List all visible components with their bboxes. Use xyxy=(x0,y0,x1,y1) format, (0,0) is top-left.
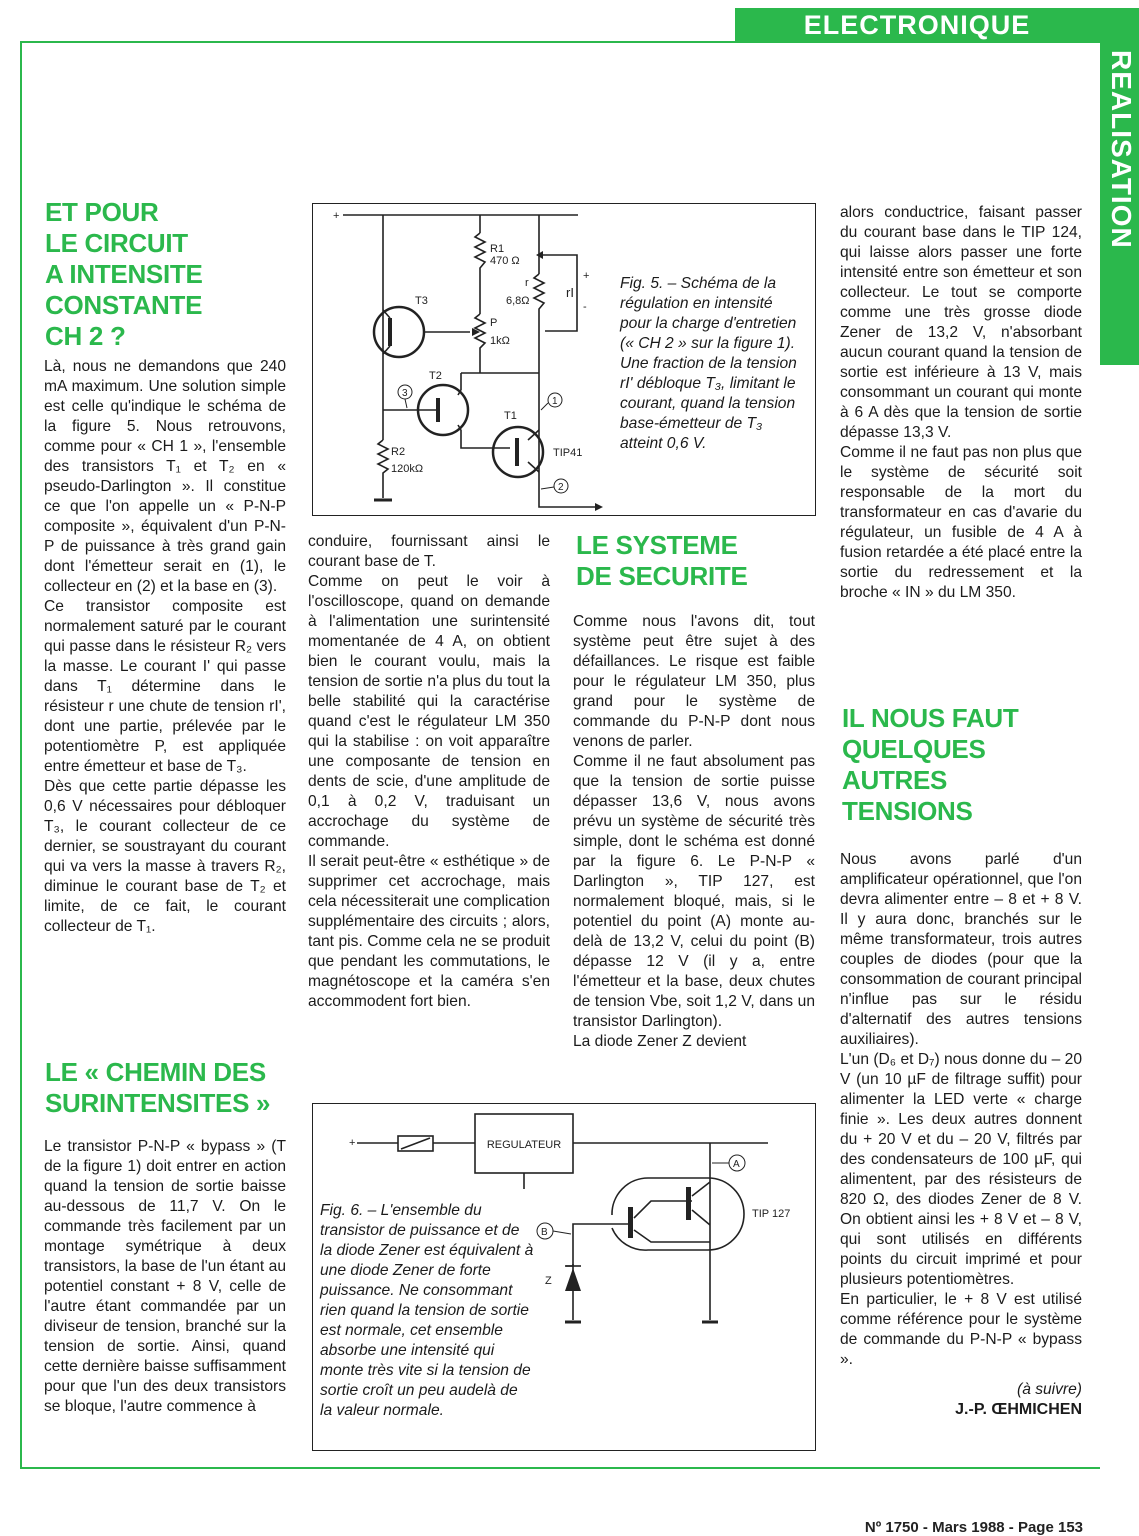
label: 120kΩ xyxy=(391,463,424,475)
column-2-text xyxy=(308,532,550,1012)
label: 3 xyxy=(402,388,408,399)
column-1-text-bottom xyxy=(44,1137,286,1417)
paragraph: Comme nous l'avons dit, tout système peut être sujet à des défaillances. Le risque est faible pour le régulateur LM 350, plus grand pour le système de commande du P-N-P dont nous venons de parler. xyxy=(573,613,815,750)
page-footer: Nº 1750 - Mars 1988 - Page 153 xyxy=(864,1519,1083,1536)
paragraph: En particulier, le + 8 V est utilisé comme référence pour le système de commande du P-N-P « bypass ». xyxy=(840,1291,1082,1368)
column-4-text xyxy=(840,203,1082,603)
paragraph: conduire, fournissant ainsi le courant base de T. xyxy=(308,533,550,570)
label: + xyxy=(333,210,340,222)
paragraph: alors conductrice, faisant passer du courant base dans le TIP 124, qui laisse alors passer une forte intensité entre son émetteur et son collecteur. Le tout se comporte comme une très grosse diode Zener de 13,2 V, n'absorbant aucun courant quand la tension de sortie est inférieure à 13 V, mais consommant un courant qui monte à 6 A dès que la tension de sortie dépasse 13,3 V. xyxy=(840,204,1082,441)
paragraph: Dès que cette partie dépasse les 0,6 V nécessaires pour débloquer T₃, le courant collecteur de ce dernier, se soustrayant du courant qui va vers la masse à travers R₂, diminue le courant base de T₂ et limite, de ce fait, le courant collecteur de T₁. xyxy=(44,778,286,935)
label: T3 xyxy=(415,295,428,307)
heading-other-voltages: IL NOUS FAUT QUELQUES AUTRES TENSIONS xyxy=(842,703,1019,826)
label: 6,8Ω xyxy=(506,295,530,307)
column-1-text xyxy=(44,357,286,937)
label: B xyxy=(541,1227,548,1238)
paragraph: Il serait peut-être « esthétique » de supprimer cet accrochage, mais cela nécessiterait une complication supplémentaire des circuits ; alors, tant pis. Comme cela ne se produit que pendant les commutations, le magnétoscope et la caméra s'en accommodent fort bien. xyxy=(308,853,550,1010)
heading-constant-current: ET POUR LE CIRCUIT A INTENSITE CONSTANTE CH 2 ? xyxy=(45,197,203,351)
frame-bottom-line xyxy=(20,1467,1100,1469)
to-be-continued: (à suivre) xyxy=(1017,1381,1082,1398)
column-3-text xyxy=(573,612,815,1052)
paragraph: Comme il ne faut pas non plus que le système de sécurité soit responsable de la mort du transformateur en cas d'avarie du régulateur, un fusible de 4 A à fusion retardée a été placé entre la sortie du redressement et la broche « IN » du LM 350. xyxy=(840,444,1082,601)
frame-left-line xyxy=(20,41,22,1469)
figure-6-caption: Fig. 6. – L'ensemble du transistor de puissance et de la diode Zener est équivalent à une diode Zener de forte puissance. Ne consommant rien quand la tension de sortie est normale, cet ensemble absorbe une intensité qui monte très vite si la tension de sortie croît un peu audelà de la valeur normale. xyxy=(320,1202,534,1419)
label: r xyxy=(525,277,529,289)
label: + xyxy=(583,270,590,282)
heading-overcurrent-path: LE « CHEMIN DES SURINTENSITES » xyxy=(45,1057,271,1118)
label: 1 xyxy=(552,396,558,407)
label: R1 xyxy=(490,243,505,255)
label: 1kΩ xyxy=(490,335,510,347)
paragraph: Ce transistor composite est normalement saturé par le courant qui passe dans le résisteur R₂ vers la masse. Le courant I' qui passe dans T₁ détermine dans le résisteur r une chute de tension rI', dont une partie, prélevée par le potentiomètre P, est appliquée entre émetteur et base de T₃. xyxy=(44,598,286,775)
column-4-text-bottom xyxy=(840,850,1082,1420)
label: Z xyxy=(545,1275,552,1287)
label: + xyxy=(349,1137,356,1149)
label: P xyxy=(490,317,498,329)
paragraph: Nous avons parlé d'un amplificateur opérationnel, que l'on devra alimenter entre – 8 et + 8 V. Il y aura donc, branchés sur le même transformateur, trois autres couples de diodes (pour que la consommation de courant principal n'influe pas sur le résidu d'alternatif des autres tensions auxiliaires). xyxy=(840,851,1082,1048)
paragraph: Le transistor P-N-P « bypass » (T de la figure 1) doit entrer en action quand la tension de sortie baisse au-dessous de 11,7 V. On le commande très facilement par un montage symétrique à deux transistors, la base de l'un étant au potentiel constant + 8 V, celle de l'autre étant commandée par un diviseur de tension, branché sur la tension de sortie. Ainsi, quand cette dernière baisse suffisamment pour que l'un des deux transistors se bloque, l'autre commence à xyxy=(44,1138,286,1415)
paragraph: Comme on peut le voir à l'oscilloscope, quand on demande à l'alimentation une surintensité momentanée de 4 A, on obtient bien le courant voulu, mais la tension de sortie n'a plus du tout la belle stabilité qui la caractérise quand c'est le régulateur LM 350 qui la stabilise : on voit apparaître une composante de tension en dents de scie, d'une amplitude de 0,1 à 0,2 V, traduisant un accrochage du système de commande. xyxy=(308,573,550,850)
label: T1 xyxy=(504,410,517,422)
author: J.-P. ŒHMICHEN xyxy=(955,1401,1082,1418)
paragraph: L'un (D₆ et D₇) nous donne du – 20 V (un 10 µF de filtrage suffit) pour alimenter la LED verte « charge finie ». Les deux autres donnent du + 20 V et du – 20 V, filtrés par des condensateurs de 100 µF, qui alimentent, par des résisteurs de 820 Ω, des diodes Zener de 8 V. On obtient ainsi les + 8 V et – 8 V, qui sont utilisés en différents points du circuit imprimé et pour plusieurs potentiomètres. xyxy=(840,1051,1082,1288)
transistor-t3 xyxy=(374,307,424,357)
frame-top-line xyxy=(20,41,735,43)
label: A xyxy=(733,1159,740,1170)
paragraph: La diode Zener Z devient xyxy=(573,1033,747,1050)
label: T2 xyxy=(429,370,442,382)
label: R2 xyxy=(391,446,406,458)
label: 470 Ω xyxy=(490,255,520,267)
paragraph: Là, nous ne demandons que 240 mA maximum. Une solution simple est celle qu'indique le schéma de la figure 5. Nous retrouvons, comme pour « CH 1 », l'ensemble des transistors T₁ et T₂ en « pseudo-Darlington ». Il constitue ce que l'on appelle un « P-N-P composite », équivalent d'un P-N-P de puissance à très grand gain dont l'émetteur serait en (1), le collecteur en (2) et la base en (3). xyxy=(44,358,286,595)
figure-5-caption: Fig. 5. – Schéma de la régulation en intensité pour la charge d'entretien (« CH 2 » sur la figure 1). Une fraction de la tension rI' débloque T₃, limitant le courant, quand la tension base-émetteur de T₃ atteint 0,6 V. xyxy=(620,275,797,452)
side-tab xyxy=(1100,42,1139,365)
side-tab-label: REALISATION xyxy=(1106,50,1137,249)
section-header-label: ELECTRONIQUE xyxy=(803,10,1031,40)
label: TIP 127 xyxy=(752,1208,791,1220)
heading-safety-system: LE SYSTEME DE SECURITE xyxy=(576,530,748,591)
label: - xyxy=(583,301,587,313)
paragraph: Comme il ne faut absolument pas que la tension de sortie puisse dépasser 13,6 V, nous avons prévu un système de sécurité très simple, dont le schéma est donné par la figure 6. Le P-N-P « Darlington », TIP 127, est normalement bloqué, mais, si le potentiel du point (A) monte au-delà de 13,2 V, celui du point (B) dépasse 12 V (il y a, entre l'émetteur et la base, deux chutes de tension Vbe, soit 1,2 V, dans un transistor Darlington). xyxy=(573,753,815,1030)
label: rI xyxy=(566,285,574,300)
figure-5-schematic xyxy=(310,200,610,520)
regulator-label: REGULATEUR xyxy=(486,1139,562,1151)
label: 2 xyxy=(558,482,564,493)
section-header xyxy=(735,8,1139,43)
label: TIP41 xyxy=(553,447,583,459)
